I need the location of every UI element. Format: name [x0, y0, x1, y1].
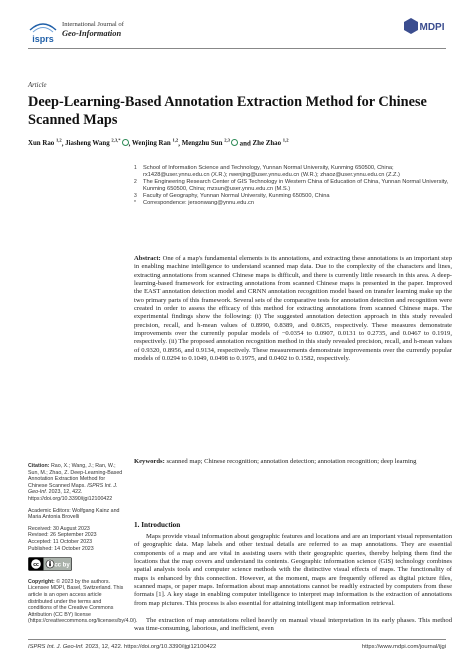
introduction-paragraph-1: Maps provide visual information about geographic features and locations and are an important visual representation of geographic data. Map labels and other textual details are referred to as map annotations. They are essential components of a map and are vital in assisting users with their geographic queries, thereby helping them find the locations that the map covers and understand its contents. Geographic information science (GIS) technology combines spatial analysis tools and computer science methods with the distinctive visual effects of maps. The functionality of maps is enhanced by this connection. However, at the moment, maps are frequently offered as digital picture files, scanned maps, or paper maps. Information about map annotations cannot be readily extracted by computers from these formats [1]. A key stage in enabling computer intelligence to interpret map information is the extraction of annotations from map pictures. This process is also essential for attaining intelligent map information retrieval. [134, 533, 452, 607]
paper-title: Deep-Learning-Based Annotation Extraction Method for Chinese Scanned Maps [28, 94, 427, 128]
affiliation-text: Faculty of Geography, Yunnan Normal University, Kunming 650500, China [143, 193, 330, 200]
keywords-text: scanned map; Chinese recognition; annotation detection; annotation recognition; deep learning [166, 458, 417, 465]
mdpi-logo-text: MDPI [419, 22, 445, 33]
affiliation-item [134, 200, 454, 207]
cc-by-license-icon[interactable] [28, 557, 72, 571]
published-date: Published: 14 October 2023 [28, 545, 94, 552]
footer-journal: ISPRS Int. J. Geo-Inf. [28, 644, 84, 650]
received-date: Received: 30 August 2023 [28, 525, 90, 532]
affiliation-item [134, 193, 454, 200]
affiliation-item [134, 165, 454, 179]
accepted-date: Accepted: 11 October 2023 [28, 538, 93, 545]
editors-names: Wolfgang Kainz and Maria Antonia Brovelli [28, 507, 120, 521]
section-heading-introduction: 1. Introduction [134, 521, 181, 529]
author-name: Xun Rao $^{1,2}$ [28, 138, 62, 148]
citation-label: Citation: [28, 463, 50, 469]
orcid-icon[interactable] [122, 139, 129, 146]
copyright-label: Copyright: [28, 578, 55, 585]
affiliation-mark: 1 [134, 165, 137, 171]
affiliation-text: The Engineering Research Center of GIS Technology in Western China of Education of China, Yunnan Normal University, Kunming 650500, China; mzsun@user.ynnu.edu.cn (M.S.) [143, 179, 449, 193]
citation-journal: ISPRS Int. J. Geo-Inf. [28, 482, 118, 496]
article-sidebar [28, 463, 138, 630]
affiliation-mark: 3 [134, 193, 137, 200]
abstract [134, 255, 452, 363]
affiliation-mark: * [134, 200, 136, 207]
footer-doi[interactable]: 2023, 12, 422. https://doi.org/10.3390/ijgi12100422 [85, 644, 217, 650]
author-name: Wenjing Ran $^{1,2}$ [131, 138, 179, 148]
author-name: Mengzhu Sun $^{2,3}$ [182, 140, 238, 147]
copyright-text: © 2023 by the authors. Licensee MDPI, Basel, Switzerland. This article is an open access article distributed under the terms and conditions of the Creative Commons Attribution (CC BY) license (https://creativecommons.org/licenses/by/4.0/). [28, 578, 138, 625]
author-affiliation-mark: 1,2 [55, 138, 62, 143]
author-name: Zhe Zhao $^{1,2}$ [252, 138, 289, 148]
author-affiliation-mark: 1,2 [282, 138, 289, 143]
keywords-label: Keywords: [134, 458, 165, 465]
author-list: Xun Rao $^{1,2}$, Jiasheng Wang $^{2,3,*}$ , Wenjing Ran $^{1,2}$, Mengzhu Sun $^{2,3}$ and Zhe Zhao $^{1,2}$ [28, 138, 289, 148]
academic-editors [28, 508, 124, 521]
abstract-text: One of a map's fundamental elements is its annotations, and extracting these annotations is an important step in enabling machine intelligence to understand scanned map data. Due to the complexity of the characters and lines, extracting annotations from scanned Chinese maps is difficult, and there is currently little research in this area. A deep-learning-based framework for extracting annotations from scanned Chinese maps is presented in the paper. Improved the EAST annotation detection model and CRNN annotation recognition model based on transfer learning make up the two primary parts of this framework. Several sets of the comparative tests for annotation detection and recognition were created in order to assess the efficacy of this method for extracting annotations from scanned Chinese maps. The experimental findings show the following: (i) The suggested annotation detection approach in this study revealed precision, recall, and h-mean values of 0.8990, 0.8389, and 0.8635, respectively. These measures demonstrate improvements over the currently popular models of −0.0354 to 0.0907, 0.0131 to 0.2735, and 0.0467 to 0.1919, respectively. (ii) The proposed annotation recognition method in this study revealed precision, recall, and h-mean values of 0.9320, 0.8956, and 0.9134, respectively. These measurements demonstrate improvements over the currently popular models of 0.0294 to 0.1049, 0.0498 to 0.1975, and 0.0402 to 0.1582, respectively. [134, 255, 452, 363]
affiliations [134, 165, 454, 208]
mdpi-logo [398, 16, 446, 42]
author-affiliation-mark: 1,2 [172, 138, 179, 143]
author-affiliation-mark: 2,3 [224, 138, 230, 143]
citation-block [28, 463, 124, 503]
svg-text:cc: cc [33, 562, 39, 569]
orcid-icon[interactable] [231, 139, 238, 146]
footer-journal-url[interactable]: https://www.mdpi.com/journal/ijgi [361, 644, 446, 650]
citation-text: Rao, X.; Wang, J.; Ran, W.; Sun, M.; Zhao, Z. Deep-Learning-Based Annotation Extraction Method for Chinese Scanned Maps. [28, 463, 123, 489]
isprs-logo [26, 20, 60, 46]
author-name: Jiasheng Wang $^{2,3,*}$ [65, 140, 128, 147]
header-divider [28, 48, 446, 49]
introduction-paragraph-2: The extraction of map annotations relied heavily on manual visual interpretation in its early phases. This method was time-consuming, laborious, and inefficient, even [134, 617, 452, 633]
isprs-logo-text: isprs [32, 34, 54, 44]
keywords [134, 458, 452, 466]
journal-name-line2: Geo-Information [62, 29, 122, 38]
dates-block [28, 526, 124, 552]
editors-label: Academic Editors: [28, 507, 71, 514]
affiliation-mark: 2 [134, 179, 137, 186]
affiliation-text: School of Information Science and Technology, Yunnan Normal University, Kunming 650500, China; rx1428@user.ynnu.edu.cn (X.R.); rwenjing@user.ynnu.edu.cn (W.R.); zhaoz@user.ynnu.edu.cn (Z.Z.) [143, 165, 400, 179]
revised-date: Revised: 26 September 2023 [28, 532, 97, 539]
affiliation-text: Correspondence: jersonwang@ynnu.edu.cn [143, 200, 255, 207]
copyright-block [28, 578, 138, 625]
journal-name-line1: International Journal of [62, 21, 124, 28]
abstract-label: Abstract: [134, 255, 161, 262]
footer-citation [28, 644, 216, 650]
affiliation-item [134, 179, 454, 193]
svg-text:cc by: cc by [54, 562, 70, 569]
citation-doi[interactable]: 2023, 12, 422. https://doi.org/10.3390/ijgi12100422 [28, 489, 113, 502]
footer-divider [28, 639, 446, 640]
article-type: Article [28, 82, 47, 89]
author-affiliation-mark: 2,3,* [111, 138, 121, 143]
